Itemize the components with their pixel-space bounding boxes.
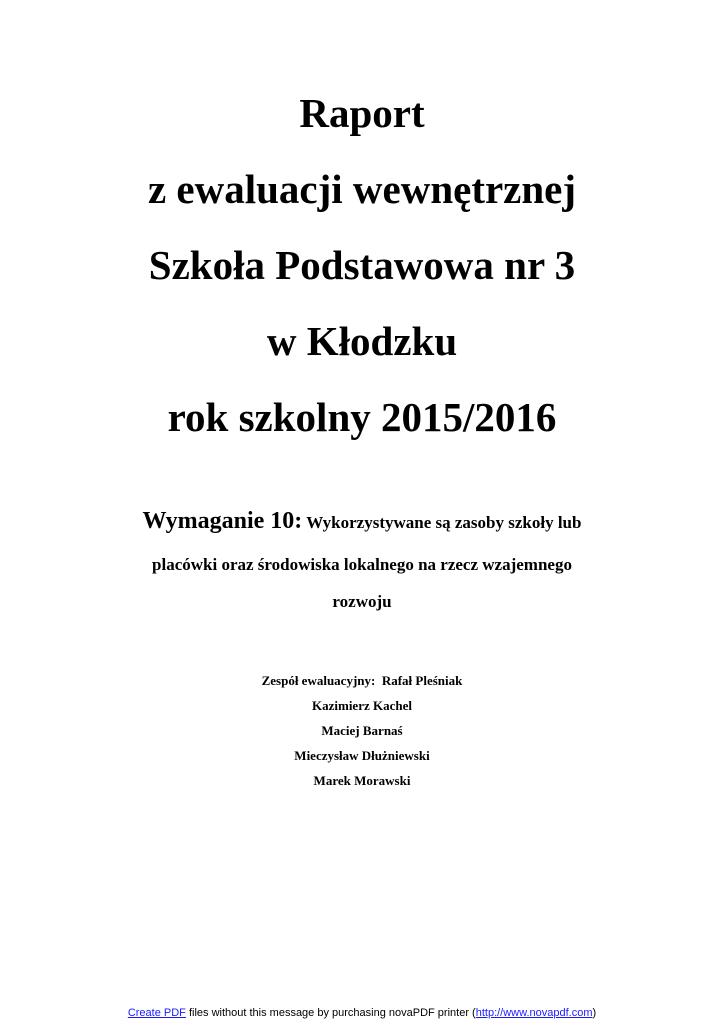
- team-member: Marek Morawski: [313, 773, 411, 788]
- team-label: Zespół ewaluacyjny:: [261, 673, 376, 688]
- novapdf-link[interactable]: http://www.novapdf.com: [475, 1007, 593, 1019]
- school-year: rok szkolny 2015/2016: [167, 394, 557, 440]
- report-subtitle: z ewaluacji wewnętrznej: [147, 166, 577, 212]
- create-pdf-link[interactable]: Create PDF: [127, 1007, 186, 1019]
- pdf-watermark-footer: [0, 1006, 724, 1020]
- requirement-text-line2: placówki oraz środowiska lokalnego na rzecz wzajemnego: [152, 555, 572, 574]
- team-member: Mieczysław Dłużniewski: [294, 748, 430, 763]
- requirement-prefix: Wymaganie 10:: [142, 508, 303, 534]
- requirement-heading: [0, 508, 724, 535]
- requirement-text-line1: Wykorzystywane są zasoby szkoły lub: [306, 513, 582, 532]
- team-member: Maciej Barnaś: [321, 723, 403, 738]
- requirement-text-line3: rozwoju: [332, 592, 392, 611]
- team-member: Kazimierz Kachel: [312, 698, 412, 713]
- school-location: w Kłodzku: [266, 318, 458, 364]
- school-name: Szkoła Podstawowa nr 3: [148, 242, 576, 288]
- team-first-line: [0, 673, 724, 689]
- report-title: Raport: [299, 90, 425, 136]
- footer-text: files without this message by purchasing novaPDF printer (: [185, 1007, 476, 1019]
- footer-text-end: ): [592, 1007, 597, 1019]
- team-member: Rafał Pleśniak: [381, 673, 463, 688]
